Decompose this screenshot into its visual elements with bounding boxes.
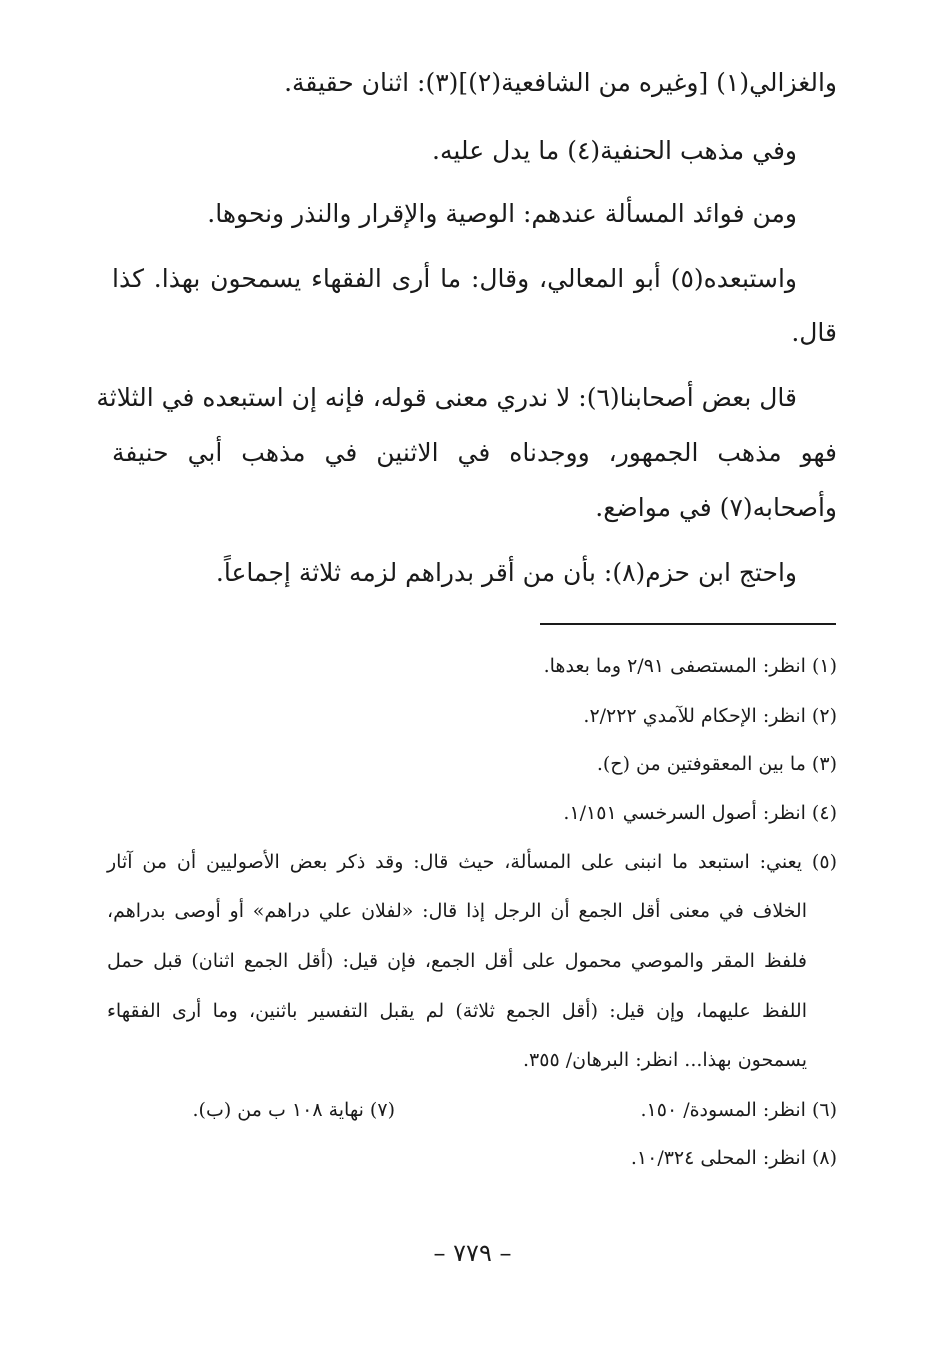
body-line-4: واستبعده(٥) أبو المعالي، وقال: ما أرى الفقهاء يسمحون بهذا. كذا — [112, 264, 797, 293]
body-line-8: وأصحابه(٧) في مواضع. — [595, 493, 837, 522]
footnote-separator — [540, 623, 836, 625]
footnote-8: (٨) انظر: المحلى ١٠/٣٢٤. — [630, 1147, 837, 1169]
page-number: – ٧٧٩ – — [433, 1239, 512, 1267]
body-line-1: والغزالي(١) [وغيره من الشافعية(٢)](٣): اثنان حقيقة. — [284, 68, 837, 97]
body-line-6: قال بعض أصحابنا(٦): لا ندري معنى قوله، فإنه إن استبعده في الثلاثة — [96, 383, 797, 412]
footnote-1: (١) انظر: المستصفى ٢/٩١ وما بعدها. — [543, 655, 837, 677]
footnote-4: (٤) انظر: أصول السرخسي ١/١٥١. — [563, 802, 837, 824]
body-line-2: وفي مذهب الحنفية(٤) ما يدل عليه. — [432, 136, 797, 165]
footnote-5-line-1: (٥) يعني: استبعد ما انبنى على المسألة، حيث قال: وقد ذكر بعض الأصوليين أن من آثار — [107, 851, 837, 873]
footnote-6: (٦) انظر: المسودة/ ١٥٠. — [640, 1099, 837, 1121]
footnote-5-line-3: فلفظ المقر والموصي محمول على أقل الجمع، فإن قيل: (أقل الجمع اثنان) قبل حمل — [107, 950, 807, 972]
footnote-3: (٣) ما بين المعقوفتين من (ح). — [596, 753, 837, 775]
footnote-7: (٧) نهاية ١٠٨ ب من (ب). — [192, 1099, 395, 1121]
footnote-2: (٢) انظر: الإحكام للآمدي ٢/٢٢٢. — [583, 705, 837, 727]
footnote-5-line-5: يسمحون بهذا... انظر: البرهان/ ٣٥٥. — [523, 1049, 807, 1071]
footnote-5-line-4: اللفظ عليهما، وإن قيل: (أقل الجمع ثلاثة) لم يقبل التفسير باثنين، وما أرى الفقهاء — [107, 1000, 807, 1022]
body-line-7: فهو مذهب الجمهور، ووجدناه في الاثنين في مذهب أبي حنيفة — [112, 438, 837, 467]
footnote-5-line-2: الخلاف في معنى أقل الجمع أن الرجل إذا قال: «لفلان علي دراهم» أو أوصى بدراهم، — [107, 900, 807, 922]
body-line-5: قال. — [791, 318, 837, 347]
body-line-9: واحتج ابن حزم(٨): بأن من أقر بدراهم لزمه ثلاثة إجماعاً. — [215, 558, 797, 587]
body-line-3: ومن فوائد المسألة عندهم: الوصية والإقرار والنذر ونحوها. — [207, 199, 797, 228]
